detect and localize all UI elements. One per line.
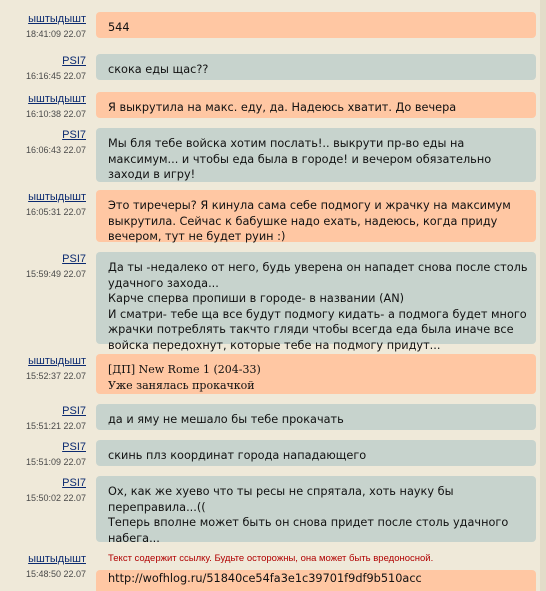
author-link[interactable]: ыштыдышт xyxy=(28,553,86,565)
timestamp: 15:59:49 22.07 xyxy=(25,269,86,279)
message-text: да и яму не мешало бы тебе прокачать xyxy=(108,413,344,426)
message-bubble xyxy=(96,190,536,242)
message-text: Это тиречеры? Я кинула сама себе подмогу и жрачку на максимум выкрутила. Сейчас к бабушке надо ехать, надеюсь, когда приду вечером, тут не будет руин :) xyxy=(108,199,511,243)
message-item xyxy=(0,250,546,352)
message-meta xyxy=(0,402,88,434)
message-item xyxy=(0,402,546,434)
message-text: [ДП] New Rome 1 (204-33) Уже занялась прокачкой xyxy=(108,363,261,392)
timestamp: 15:51:09 22.07 xyxy=(25,457,86,467)
message-item xyxy=(0,188,546,246)
author-link[interactable]: ыштыдышт xyxy=(28,191,86,203)
message-text: скинь плз координат города нападающего xyxy=(108,449,367,462)
author-link[interactable]: PSI7 xyxy=(62,441,86,453)
message-item xyxy=(0,10,546,42)
author-link[interactable]: PSI7 xyxy=(62,477,86,489)
author-link[interactable]: PSI7 xyxy=(62,129,86,141)
message-text: Я выкрутила на макс. еду, да. Надеюсь хватит. До вечера xyxy=(108,101,457,114)
message-item xyxy=(0,550,546,591)
message-bubble xyxy=(96,54,536,80)
message-bubble xyxy=(96,440,536,466)
message-meta xyxy=(0,10,88,42)
message-item xyxy=(0,438,546,470)
author-link[interactable]: ыштыдышт xyxy=(28,13,86,25)
author-link[interactable]: ыштыдышт xyxy=(28,93,86,105)
timestamp: 16:10:38 22.07 xyxy=(25,109,86,119)
author-link[interactable]: PSI7 xyxy=(62,55,86,67)
message-bubble xyxy=(96,128,536,182)
message-bubble xyxy=(96,354,536,394)
message-text: скока еды щас?? xyxy=(108,63,209,76)
message-bubble xyxy=(96,404,536,430)
timestamp: 16:05:31 22.07 xyxy=(25,207,86,217)
page-edge xyxy=(540,0,546,591)
timestamp: 15:52:37 22.07 xyxy=(25,371,86,381)
message-bubble xyxy=(96,252,536,352)
message-meta xyxy=(0,90,88,122)
message-meta xyxy=(0,126,88,186)
timestamp: 18:41:09 22.07 xyxy=(25,29,86,39)
author-link[interactable]: ыштыдышт xyxy=(28,355,86,367)
message-text: Да ты -недалеко от него, будь уверена он нападет снова после столь удачного захода... Карче сперва пропиши в городе- в названии (AN) И сматри- тебе ща все будут подмогу кидать- а подмога будет много жрачки потреблять такчто гляди чтобы всегда еда была иначе все войска передохнут, которые тебе на подмогу придут... xyxy=(108,261,528,352)
timestamp: 15:51:21 22.07 xyxy=(25,421,86,431)
message-item xyxy=(0,352,546,398)
message-text: 544 xyxy=(108,21,130,34)
author-link[interactable]: PSI7 xyxy=(62,253,86,265)
message-bubble xyxy=(96,92,536,118)
timestamp: 16:06:43 22.07 xyxy=(25,145,86,155)
author-link[interactable]: PSI7 xyxy=(62,405,86,417)
message-text: Ох, как же хуево что ты ресы не спрятала, хоть науку бы переправила...(( Теперь вполне может быть он снова придет после столь удачного набега... xyxy=(108,485,509,545)
message-meta xyxy=(0,352,88,398)
message-bubble xyxy=(96,570,536,591)
message-meta xyxy=(0,438,88,470)
timestamp: 15:48:50 22.07 xyxy=(25,569,86,579)
message-link[interactable]: http://wofhlog.ru/51840ce54fa3e1c39701f9df9b510acc xyxy=(108,572,422,585)
message-item xyxy=(0,126,546,186)
message-item xyxy=(0,90,546,122)
message-item xyxy=(0,474,546,546)
link-warning: Текст содержит ссылку. Будьте осторожны, она может быть вредоносной. xyxy=(108,553,434,564)
timestamp: 15:50:02 22.07 xyxy=(25,493,86,503)
timestamp: 16:16:45 22.07 xyxy=(25,71,86,81)
message-bubble xyxy=(96,476,536,545)
message-meta xyxy=(0,474,88,546)
message-text: Мы бля тебе войска хотим послать!.. выкрути пр-во еды на максимум... и чтобы еда была в городе! и вечером обязательно заходи в игру! xyxy=(108,137,492,181)
message-meta xyxy=(0,550,88,591)
message-meta xyxy=(0,250,88,348)
message-meta xyxy=(0,52,88,84)
message-item xyxy=(0,52,546,84)
message-bubble xyxy=(96,12,536,38)
message-meta xyxy=(0,188,88,246)
